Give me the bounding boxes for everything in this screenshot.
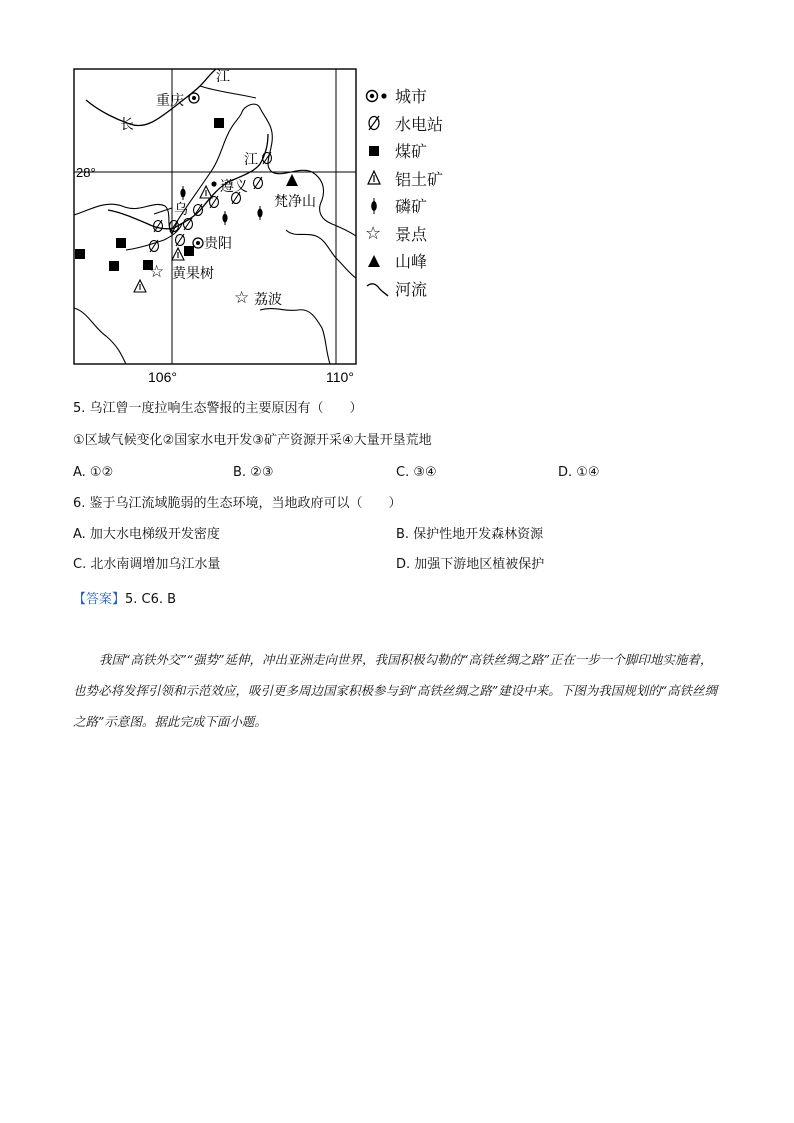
label-zunyi: 遵义 bbox=[220, 178, 248, 194]
province-boundary-e bbox=[286, 230, 356, 278]
label-wu: 乌 bbox=[174, 201, 188, 217]
city-icon-zunyi bbox=[211, 181, 216, 186]
q5-option-b: B. ②③ bbox=[233, 465, 274, 480]
yangtze-river bbox=[86, 69, 216, 126]
label-jiang-right: 江 bbox=[244, 151, 258, 167]
mountain-peak-icon-fanjingshan bbox=[286, 174, 298, 186]
answer-tag: 【答案】 bbox=[73, 592, 126, 607]
label-huangguoshu: 黄果树 bbox=[172, 265, 214, 281]
label-jiang-top: 江 bbox=[216, 68, 230, 84]
q5-option-d: D. ①④ bbox=[558, 465, 600, 480]
province-boundary-se bbox=[260, 309, 330, 364]
question-6-stem: 6. 鉴于乌江流域脆弱的生态环境，当地政府可以（ ） bbox=[73, 496, 402, 511]
legend-row-phosphate bbox=[365, 192, 485, 220]
legend-row-river bbox=[365, 275, 485, 303]
legend-row-city bbox=[365, 82, 485, 110]
legend-label-scenic: 景点 bbox=[395, 224, 428, 244]
map-legend bbox=[365, 82, 485, 302]
label-guiyang: 贵阳 bbox=[204, 235, 232, 251]
river-branch bbox=[200, 86, 256, 98]
q6-option-c: C. 北水南调增加乌江水量 bbox=[73, 557, 221, 572]
label-libo: 荔波 bbox=[254, 291, 282, 307]
intro-paragraph: 我国“高铁外交”“强势”延伸，冲出亚洲走向世界，我国积极勾勒的“高铁丝绸之路”正在一步一个脚印地实施着，也势必将发挥引领和示范效应，吸引更多周边国家积极参与到“高铁丝绸之路”建设中来。下图为我国规划的“高铁丝绸之路”示意图。据此完成下面小题。 bbox=[73, 652, 718, 729]
label-lat-28: 28° bbox=[76, 165, 96, 180]
legend-label-hydropower: 水电站 bbox=[395, 114, 444, 134]
legend-label-peak: 山峰 bbox=[395, 252, 428, 272]
label-lon-106: 106° bbox=[148, 369, 177, 385]
scenic-spot-icon: ☆ bbox=[365, 222, 382, 244]
q6-option-d: D. 加强下游地区植被保护 bbox=[396, 557, 545, 572]
q6-option-b: B. 保护性地开发森林资源 bbox=[396, 527, 544, 542]
question-5-stem: 5. 乌江曾一度拉响生态警报的主要原因有（ ） bbox=[73, 401, 363, 416]
legend-row-scenic bbox=[365, 220, 485, 248]
q6-option-a: A. 加大水电梯级开发密度 bbox=[73, 527, 220, 542]
scenic-spot-icon-huangguoshu: ☆ bbox=[149, 262, 165, 282]
legend-label-bauxite: 铝土矿 bbox=[395, 169, 444, 189]
river-tributary bbox=[154, 208, 172, 214]
city-icon-chongqing bbox=[189, 93, 199, 103]
q5-option-c: C. ③④ bbox=[396, 465, 437, 480]
legend-row-bauxite bbox=[365, 165, 485, 193]
legend-label-coal: 煤矿 bbox=[395, 142, 428, 162]
label-fanjingshan: 梵净山 bbox=[274, 193, 316, 209]
legend-label-city: 城市 bbox=[395, 87, 428, 107]
legend-label-phosphate: 磷矿 bbox=[395, 197, 428, 217]
legend-label-river: 河流 bbox=[395, 279, 428, 299]
scenic-spot-icon-libo: ☆ bbox=[234, 288, 250, 308]
map-frame bbox=[74, 69, 356, 364]
city-icon bbox=[365, 85, 395, 107]
question-5-items: ①区域气候变化②国家水电开发③矿产资源开采④大量开垦荒地 bbox=[73, 433, 432, 448]
legend-row-coal bbox=[365, 137, 485, 165]
label-chang: 长 bbox=[120, 116, 134, 132]
answer-line bbox=[73, 588, 176, 607]
label-chongqing: 重庆 bbox=[156, 92, 184, 108]
city-icon-guiyang bbox=[193, 238, 203, 248]
map-figure bbox=[60, 60, 480, 390]
bauxite-mine-icon bbox=[365, 167, 395, 189]
answer-text: 5. C6. B bbox=[125, 592, 177, 607]
legend-row-peak bbox=[365, 247, 485, 275]
river-icon bbox=[365, 277, 395, 299]
phosphate-mine-icon bbox=[365, 195, 395, 217]
hydropower-station-icon bbox=[365, 112, 395, 134]
province-boundary-sw bbox=[74, 308, 126, 364]
coal-mine-icon bbox=[365, 140, 395, 162]
label-lon-110: 110° bbox=[326, 369, 354, 385]
legend-row-hydropower bbox=[365, 110, 485, 138]
mountain-peak-icon bbox=[365, 250, 395, 272]
q5-option-a: A. ①② bbox=[73, 465, 114, 480]
